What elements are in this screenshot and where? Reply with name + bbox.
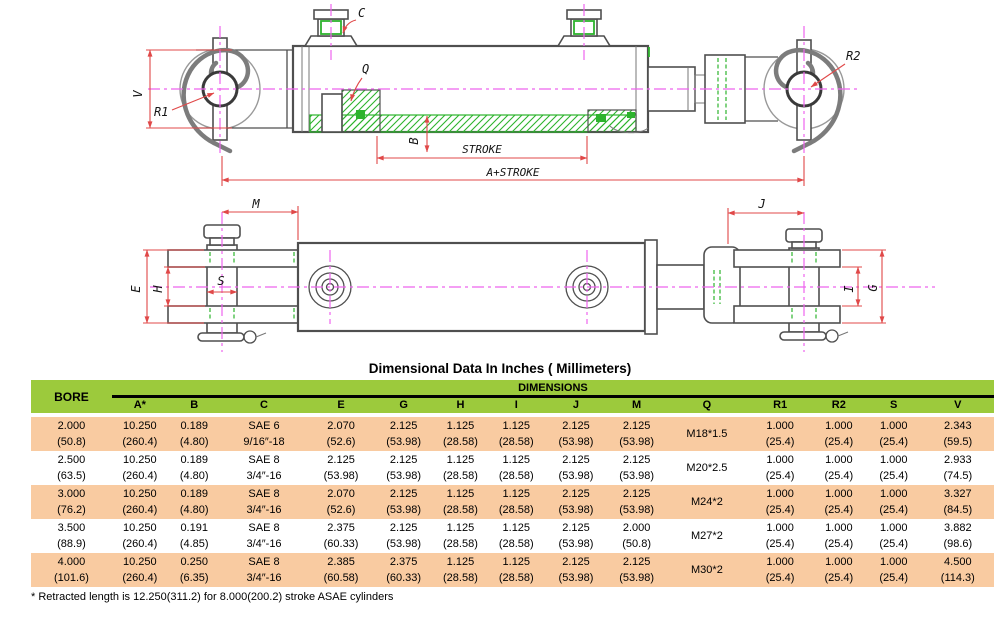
column-header-h: H xyxy=(433,397,489,416)
table-cell: 10.250 (260.4) xyxy=(112,415,168,451)
dim-label-i: I xyxy=(842,285,856,293)
table-cell: 1.000 (25.4) xyxy=(812,553,866,587)
table-header xyxy=(31,380,994,415)
dim-label-r2: R2 xyxy=(846,49,861,63)
table-cell: 2.125 (53.98) xyxy=(558,522,594,550)
table-cell: 2.343 (59.5) xyxy=(922,415,994,451)
table-cell: 2.125 (53.98) xyxy=(375,415,433,451)
table-cell: 3.882 (98.6) xyxy=(943,522,973,550)
table-cell: 2.125 (53.98) xyxy=(558,454,594,482)
table-cell: 10.250 (260.4) xyxy=(112,485,168,519)
column-header-j: J xyxy=(544,397,608,416)
footnote: * Retracted length is 12.250(311.2) for 8.000(200.2) stroke ASAE cylinders xyxy=(31,591,394,603)
table-cell: 1.000 (25.4) xyxy=(866,553,922,587)
table-cell: 1.000 (25.4) xyxy=(765,454,795,482)
column-header-b: B xyxy=(168,397,221,416)
table-cell: SAE 6 9/16″-18 xyxy=(221,415,308,451)
table-cell: 0.189 (4.80) xyxy=(168,485,221,519)
table-cell: 2.125 (53.98) xyxy=(608,485,666,519)
table-row xyxy=(31,415,994,451)
column-header-g: G xyxy=(375,397,433,416)
dim-label-stroke: STROKE xyxy=(462,143,502,156)
table-cell: 2.125 (53.98) xyxy=(386,454,422,482)
piston xyxy=(322,90,380,132)
table-cell: 1.000 (25.4) xyxy=(824,522,854,550)
table-cell: 2.125 (53.98) xyxy=(608,553,666,587)
dim-label-s: S xyxy=(217,274,225,288)
dimensions-header: DIMENSIONS xyxy=(112,380,994,397)
table-cell: 1.125 (28.58) xyxy=(498,522,534,550)
table-cell: M24*2 xyxy=(666,485,749,519)
table-cell: 2.125 (53.98) xyxy=(608,415,666,451)
table-cell: 1.000 (25.4) xyxy=(866,485,922,519)
table-cell: SAE 8 3/4″-16 xyxy=(246,522,282,550)
table-row xyxy=(31,485,994,519)
table-cell: 2.385 (60.58) xyxy=(307,553,374,587)
cylinder-side-view xyxy=(131,4,860,186)
column-header-r1: R1 xyxy=(748,397,812,416)
table-cell: SAE 8 3/4″-16 xyxy=(246,454,282,482)
table-cell: 1.125 (28.58) xyxy=(433,485,489,519)
table-cell: 2.125 (53.98) xyxy=(375,485,433,519)
table-cell: 1.000 (25.4) xyxy=(748,415,812,451)
table-cell: 2.070 (52.6) xyxy=(307,415,374,451)
cylinder-top-view xyxy=(129,197,935,352)
table-cell: 1.000 (25.4) xyxy=(879,522,909,550)
table-cell: 0.250 (6.35) xyxy=(168,553,221,587)
column-header-r2: R2 xyxy=(812,397,866,416)
table-row xyxy=(31,519,994,553)
table-cell: 1.125 (28.58) xyxy=(488,415,544,451)
table-cell: 0.191 (4.85) xyxy=(179,522,209,550)
table-cell: 3.000 (76.2) xyxy=(31,485,112,519)
table-cell: 1.125 (28.58) xyxy=(498,454,534,482)
table-cell: 2.125 (53.98) xyxy=(544,553,608,587)
dim-label-v: V xyxy=(131,90,145,98)
dim-label-c: C xyxy=(358,6,366,20)
table-row xyxy=(31,451,994,485)
table-cell: 1.125 (28.58) xyxy=(488,485,544,519)
table-cell: 3.500 (88.9) xyxy=(57,522,86,550)
table-cell: 1.000 (25.4) xyxy=(824,454,854,482)
table-cell: 1.000 (25.4) xyxy=(866,415,922,451)
table-cell: 2.070 (52.6) xyxy=(307,485,374,519)
table-cell: 1.000 (25.4) xyxy=(879,454,909,482)
column-header-e: E xyxy=(307,397,374,416)
table-cell: 10.250 (260.4) xyxy=(112,553,168,587)
table-cell: 0.189 (4.80) xyxy=(168,415,221,451)
table-cell: 2.375 (60.33) xyxy=(375,553,433,587)
column-header-i: I xyxy=(488,397,544,416)
left-clevis xyxy=(168,225,298,343)
dimensional-data-table xyxy=(31,380,994,587)
table-cell: 1.000 (25.4) xyxy=(748,553,812,587)
table-cell: 2.500 (63.5) xyxy=(57,454,86,482)
table-cell: 0.189 (4.80) xyxy=(179,454,209,482)
table-cell: 1.000 (25.4) xyxy=(812,415,866,451)
table-cell: 2.125 (53.98) xyxy=(386,522,422,550)
right-clevis xyxy=(704,229,848,342)
dim-label-r1: R1 xyxy=(154,105,169,119)
dim-label-a-stroke: A+STROKE xyxy=(486,166,540,179)
table-cell: 2.125 (53.98) xyxy=(619,454,655,482)
table-cell: 4.500 (114.3) xyxy=(922,553,994,587)
dim-label-m: M xyxy=(252,197,260,211)
table-cell: M27*2 xyxy=(691,530,723,542)
table-cell: 2.125 (53.98) xyxy=(323,454,359,482)
table-cell: 2.125 (53.98) xyxy=(544,485,608,519)
table-cell: 1.000 (25.4) xyxy=(748,485,812,519)
table-cell: 10.250 (260.4) xyxy=(122,454,158,482)
table-cell: 2.125 (53.98) xyxy=(544,415,608,451)
dim-label-e: E xyxy=(129,285,143,293)
table-cell: 1.125 (28.58) xyxy=(433,553,489,587)
column-header-c: C xyxy=(221,397,308,416)
column-header-bore: BORE xyxy=(31,380,112,415)
table-cell: 4.000 (101.6) xyxy=(31,553,112,587)
table-cell: 2.933 (74.5) xyxy=(943,454,973,482)
dim-label-g: G xyxy=(866,284,880,292)
table-cell: 10.250 (260.4) xyxy=(122,522,158,550)
table-cell: 1.000 (25.4) xyxy=(765,522,795,550)
table-cell: M30*2 xyxy=(666,553,749,587)
table-title: Dimensional Data In Inches ( Millimeters) xyxy=(368,361,632,376)
table-cell: SAE 8 3/4″-16 xyxy=(221,485,308,519)
column-header-s: S xyxy=(866,397,922,416)
column-header-q: Q xyxy=(666,397,749,416)
dim-label-b: B xyxy=(407,137,421,145)
dim-table-body xyxy=(31,415,994,587)
dim-label-j: J xyxy=(758,197,766,211)
dim-label-q: Q xyxy=(362,62,370,76)
table-cell: 2.375 (60.33) xyxy=(323,522,359,550)
table-cell: 1.125 (28.58) xyxy=(488,553,544,587)
table-cell: 1.125 (28.58) xyxy=(443,522,478,550)
table-cell: 3.327 (84.5) xyxy=(922,485,994,519)
table-cell: M18*1.5 xyxy=(666,415,749,451)
table-cell: 2.000 (50.8) xyxy=(31,415,112,451)
table-cell: 1.125 (28.58) xyxy=(433,415,489,451)
table-cell: 1.125 (28.58) xyxy=(443,454,478,482)
table-row xyxy=(31,553,994,587)
table-cell: 1.000 (25.4) xyxy=(812,485,866,519)
table-cell: 2.000 (50.8) xyxy=(622,522,651,550)
column-header-m: M xyxy=(608,397,666,416)
column-header-v: V xyxy=(922,397,994,416)
dim-label-h: H xyxy=(151,285,165,293)
column-header-a: A* xyxy=(112,397,168,416)
table-cell: SAE 8 3/4″-16 xyxy=(221,553,308,587)
table-cell: M20*2.5 xyxy=(686,462,728,474)
